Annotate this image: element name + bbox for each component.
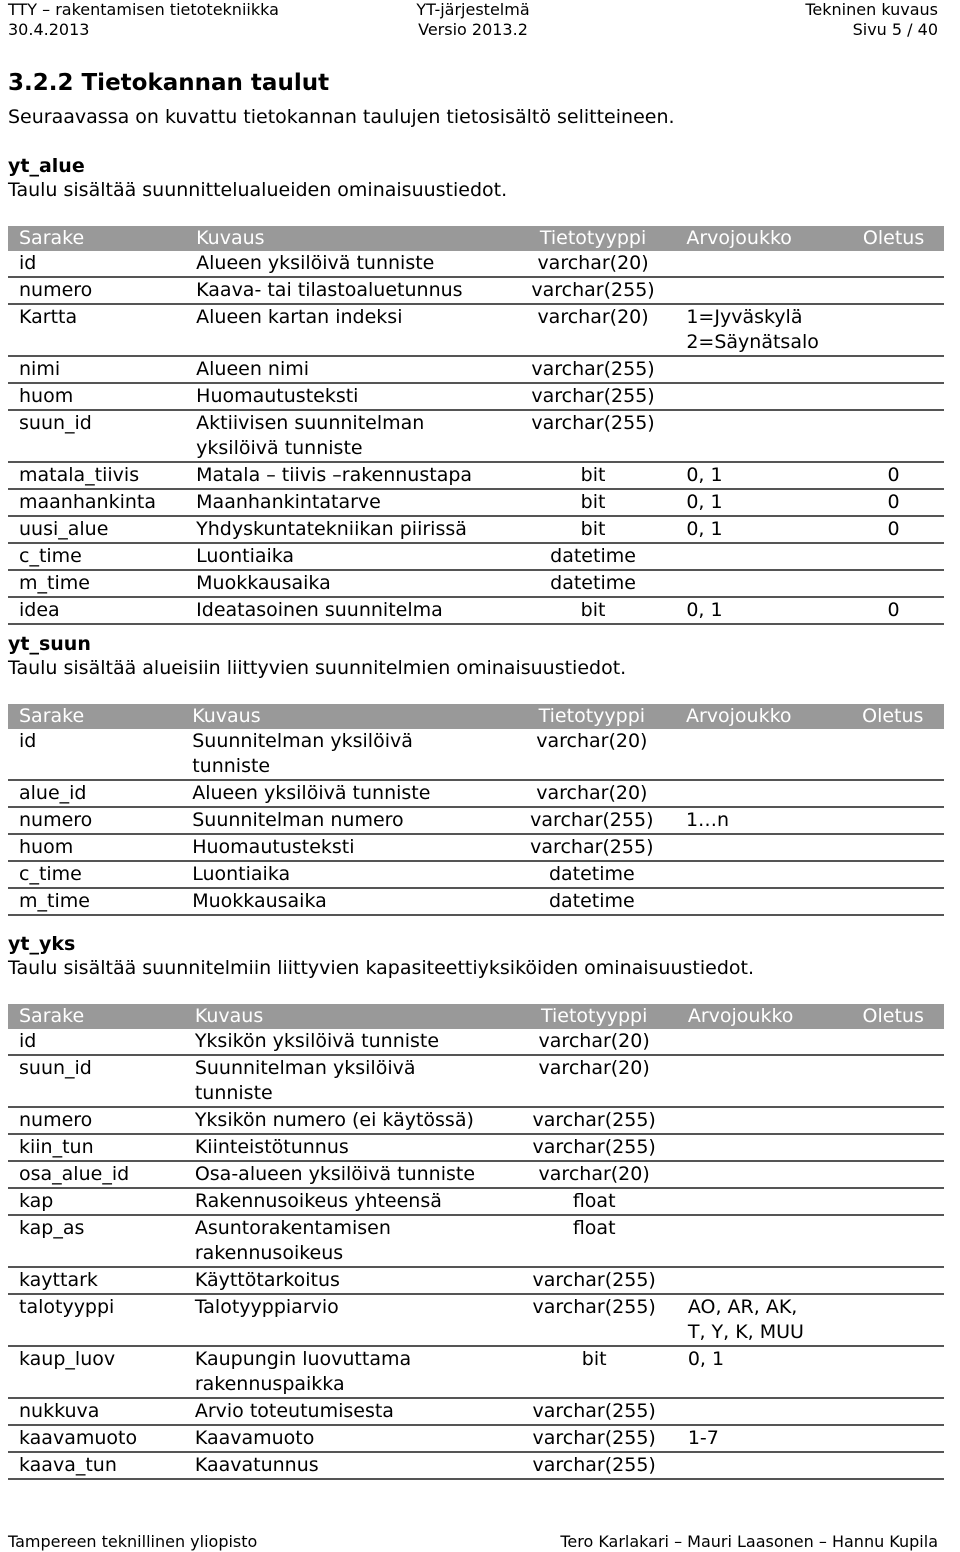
- cell-valueset: [675, 888, 842, 915]
- cell-description: Suunnitelman yksilöivä tunniste: [181, 729, 509, 780]
- cell-column: matala_tiivis: [8, 462, 185, 489]
- schema-table: [8, 1004, 944, 1480]
- cell-datatype: bit: [512, 1346, 677, 1398]
- cell-description: Kaupungin luovuttama rakennuspaikka: [184, 1346, 512, 1398]
- table-row: [8, 543, 944, 570]
- cell-column: kap_as: [8, 1215, 184, 1267]
- cell-column: nukkuva: [8, 1398, 184, 1425]
- cell-valueset: [675, 861, 842, 888]
- cell-valueset: [675, 834, 842, 861]
- cell-default: [843, 383, 944, 410]
- cell-valueset: [677, 1452, 843, 1479]
- cell-default: [843, 304, 944, 356]
- table-row: [8, 383, 944, 410]
- cell-datatype: bit: [511, 462, 676, 489]
- header-system-name: YT-järjestelmä: [416, 0, 530, 19]
- table-row: [8, 277, 944, 304]
- cell-default: [843, 543, 944, 570]
- table-row: [8, 888, 944, 915]
- cell-description: Arvio toteutumisesta: [184, 1398, 512, 1425]
- cell-column: uusi_alue: [8, 516, 185, 543]
- cell-valueset: [677, 1029, 843, 1055]
- cell-description: Asuntorakentamisen rakennusoikeus: [184, 1215, 512, 1267]
- column-header-kuvaus: Kuvaus: [184, 1004, 512, 1029]
- cell-valueset: [675, 383, 843, 410]
- table-name: yt_suun: [8, 633, 91, 655]
- cell-datatype: float: [512, 1188, 677, 1215]
- cell-datatype: varchar(20): [511, 251, 676, 277]
- cell-description: Yhdyskuntatekniikan piirissä: [185, 516, 511, 543]
- cell-description: Suunnitelman yksilöivä tunniste: [184, 1055, 512, 1107]
- cell-default: 0: [843, 516, 944, 543]
- cell-valueset: 0, 1: [675, 597, 843, 624]
- cell-valueset: [675, 570, 843, 597]
- table-row: [8, 1161, 944, 1188]
- cell-default: [842, 807, 944, 834]
- cell-description: Luontiaika: [185, 543, 511, 570]
- cell-column: kaava_tun: [8, 1452, 184, 1479]
- cell-description: Luontiaika: [181, 861, 509, 888]
- cell-column: id: [8, 1029, 184, 1055]
- cell-column: Kartta: [8, 304, 185, 356]
- cell-description: Käyttötarkoitus: [184, 1267, 512, 1294]
- cell-default: [842, 1346, 944, 1398]
- table-row: [8, 462, 944, 489]
- cell-default: 0: [843, 462, 944, 489]
- cell-valueset: [675, 410, 843, 462]
- cell-default: [842, 780, 944, 807]
- column-header-tietotyyppi: Tietotyyppi: [512, 1004, 677, 1029]
- cell-default: [842, 888, 944, 915]
- cell-column: kaavamuoto: [8, 1425, 184, 1452]
- cell-valueset: 0, 1: [675, 516, 843, 543]
- cell-valueset: 0, 1: [677, 1346, 843, 1398]
- cell-column: c_time: [8, 543, 185, 570]
- cell-column: alue_id: [8, 780, 181, 807]
- cell-datatype: datetime: [511, 570, 676, 597]
- cell-datatype: varchar(255): [512, 1398, 677, 1425]
- table-row: [8, 570, 944, 597]
- cell-column: maanhankinta: [8, 489, 185, 516]
- cell-valueset: 1-7: [677, 1425, 843, 1452]
- cell-datatype: varchar(255): [509, 807, 675, 834]
- cell-datatype: datetime: [511, 543, 676, 570]
- cell-column: m_time: [8, 570, 185, 597]
- table-row: [8, 597, 944, 624]
- table-row: [8, 410, 944, 462]
- cell-column: numero: [8, 277, 185, 304]
- header-version: Versio 2013.2: [418, 20, 528, 39]
- schema-table: [8, 704, 944, 916]
- table-row: [8, 1452, 944, 1479]
- column-header-sarake: Sarake: [8, 226, 185, 251]
- table-block-yt-alue: [8, 154, 944, 625]
- cell-column: id: [8, 251, 185, 277]
- table-row: [8, 729, 944, 780]
- cell-datatype: varchar(20): [509, 780, 675, 807]
- table-name: yt_yks: [8, 933, 76, 955]
- cell-datatype: varchar(255): [512, 1107, 677, 1134]
- cell-datatype: varchar(20): [512, 1029, 677, 1055]
- table-row: [8, 304, 944, 356]
- cell-datatype: varchar(255): [511, 383, 676, 410]
- cell-description: Muokkausaika: [181, 888, 509, 915]
- table-row: [8, 516, 944, 543]
- column-header-arvojoukko: Arvojoukko: [675, 704, 842, 729]
- table-block-yt-yks: [8, 932, 944, 1480]
- cell-description: Muokkausaika: [185, 570, 511, 597]
- cell-column: huom: [8, 383, 185, 410]
- cell-default: [842, 1398, 944, 1425]
- page-footer: [8, 1532, 938, 1552]
- cell-datatype: datetime: [509, 861, 675, 888]
- cell-datatype: varchar(20): [512, 1161, 677, 1188]
- table-row: [8, 1425, 944, 1452]
- cell-default: [842, 1294, 944, 1346]
- table-row: [8, 251, 944, 277]
- cell-datatype: float: [512, 1215, 677, 1267]
- cell-datatype: varchar(255): [512, 1452, 677, 1479]
- cell-default: [843, 277, 944, 304]
- cell-description: Yksikön numero (ei käytössä): [184, 1107, 512, 1134]
- cell-column: suun_id: [8, 410, 185, 462]
- cell-column: nimi: [8, 356, 185, 383]
- column-header-arvojoukko: Arvojoukko: [677, 1004, 843, 1029]
- table-row: [8, 1267, 944, 1294]
- table-row: [8, 1188, 944, 1215]
- table-row: [8, 1398, 944, 1425]
- cell-default: [843, 570, 944, 597]
- section-intro: Seuraavassa on kuvattu tietokannan taulujen tietosisältö selitteineen.: [8, 106, 675, 128]
- column-header-arvojoukko: Arvojoukko: [675, 226, 843, 251]
- header-doc-type: Tekninen kuvaus: [805, 0, 938, 19]
- cell-default: [842, 729, 944, 780]
- cell-column: kaup_luov: [8, 1346, 184, 1398]
- cell-description: Talotyyppiarvio: [184, 1294, 512, 1346]
- cell-valueset: [675, 356, 843, 383]
- cell-datatype: varchar(20): [512, 1055, 677, 1107]
- cell-column: numero: [8, 807, 181, 834]
- header-page-number: Sivu 5 / 40: [852, 20, 938, 39]
- table-row: [8, 780, 944, 807]
- cell-description: Suunnitelman numero: [181, 807, 509, 834]
- cell-default: [842, 1425, 944, 1452]
- cell-default: [842, 1134, 944, 1161]
- cell-description: Alueen yksilöivä tunniste: [181, 780, 509, 807]
- table-row: [8, 356, 944, 383]
- cell-valueset: [677, 1107, 843, 1134]
- cell-datatype: varchar(255): [512, 1294, 677, 1346]
- cell-datatype: varchar(255): [512, 1267, 677, 1294]
- cell-valueset: [677, 1161, 843, 1188]
- cell-default: [842, 1452, 944, 1479]
- cell-valueset: [675, 251, 843, 277]
- cell-valueset: [677, 1055, 843, 1107]
- cell-valueset: AO, AR, AK, T, Y, K, MUU: [677, 1294, 843, 1346]
- cell-description: Aktiivisen suunnitelman yksilöivä tunniste: [185, 410, 511, 462]
- cell-valueset: [677, 1188, 843, 1215]
- cell-default: [842, 1055, 944, 1107]
- table-header-row: [8, 1004, 944, 1029]
- table-row: [8, 1107, 944, 1134]
- cell-datatype: varchar(255): [509, 834, 675, 861]
- header-course: TTY – rakentamisen tietotekniikka: [8, 0, 279, 19]
- cell-default: [842, 1107, 944, 1134]
- cell-column: osa_alue_id: [8, 1161, 184, 1188]
- column-header-oletus: Oletus: [842, 704, 944, 729]
- cell-column: huom: [8, 834, 181, 861]
- table-description: Taulu sisältää alueisiin liittyvien suunnitelmien ominaisuustiedot.: [8, 657, 627, 679]
- cell-valueset: 0, 1: [675, 489, 843, 516]
- cell-description: Alueen yksilöivä tunniste: [185, 251, 511, 277]
- cell-default: [843, 251, 944, 277]
- table-row: [8, 1134, 944, 1161]
- cell-description: Maanhankintatarve: [185, 489, 511, 516]
- cell-valueset: [675, 277, 843, 304]
- cell-column: talotyyppi: [8, 1294, 184, 1346]
- cell-description: Osa-alueen yksilöivä tunniste: [184, 1161, 512, 1188]
- cell-datatype: varchar(255): [511, 356, 676, 383]
- cell-column: numero: [8, 1107, 184, 1134]
- cell-default: [843, 356, 944, 383]
- cell-valueset: [675, 729, 842, 780]
- cell-description: Alueen kartan indeksi: [185, 304, 511, 356]
- table-description: Taulu sisältää suunnitelmiin liittyvien kapasiteettiyksiköiden ominaisuustiedot.: [8, 957, 755, 979]
- table-description: Taulu sisältää suunnittelualueiden ominaisuustiedot.: [8, 179, 508, 201]
- column-header-tietotyyppi: Tietotyyppi: [509, 704, 675, 729]
- cell-default: 0: [843, 489, 944, 516]
- cell-valueset: [675, 780, 842, 807]
- cell-default: [842, 1188, 944, 1215]
- cell-datatype: bit: [511, 516, 676, 543]
- cell-column: kayttark: [8, 1267, 184, 1294]
- table-row: [8, 1055, 944, 1107]
- table-header-row: [8, 226, 944, 251]
- table-row: [8, 861, 944, 888]
- cell-column: idea: [8, 597, 185, 624]
- cell-description: Ideatasoinen suunnitelma: [185, 597, 511, 624]
- cell-column: kiin_tun: [8, 1134, 184, 1161]
- column-header-kuvaus: Kuvaus: [181, 704, 509, 729]
- table-block-yt-suun: [8, 632, 944, 916]
- cell-datatype: varchar(20): [509, 729, 675, 780]
- table-row: [8, 1346, 944, 1398]
- cell-column: c_time: [8, 861, 181, 888]
- table-row: [8, 1029, 944, 1055]
- table-row: [8, 834, 944, 861]
- table-row: [8, 1215, 944, 1267]
- table-header-row: [8, 704, 944, 729]
- cell-description: Yksikön yksilöivä tunniste: [184, 1029, 512, 1055]
- cell-description: Kaavamuoto: [184, 1425, 512, 1452]
- cell-default: [842, 1029, 944, 1055]
- cell-valueset: 0, 1: [675, 462, 843, 489]
- cell-datatype: bit: [511, 597, 676, 624]
- column-header-oletus: Oletus: [842, 1004, 944, 1029]
- cell-default: [842, 1267, 944, 1294]
- cell-datatype: varchar(255): [511, 277, 676, 304]
- column-header-tietotyyppi: Tietotyyppi: [511, 226, 676, 251]
- cell-datatype: varchar(255): [511, 410, 676, 462]
- table-row: [8, 807, 944, 834]
- cell-datatype: varchar(255): [512, 1425, 677, 1452]
- cell-default: 0: [843, 597, 944, 624]
- section-title: 3.2.2 Tietokannan taulut: [8, 70, 330, 96]
- cell-default: [842, 861, 944, 888]
- cell-column: m_time: [8, 888, 181, 915]
- cell-valueset: [675, 543, 843, 570]
- table-name: yt_alue: [8, 155, 85, 177]
- cell-default: [842, 1161, 944, 1188]
- cell-default: [842, 834, 944, 861]
- column-header-kuvaus: Kuvaus: [185, 226, 511, 251]
- page-header: [8, 0, 938, 40]
- cell-description: Huomautusteksti: [181, 834, 509, 861]
- table-row: [8, 489, 944, 516]
- cell-description: Matala – tiivis –rakennustapa: [185, 462, 511, 489]
- table-row: [8, 1294, 944, 1346]
- cell-description: Alueen nimi: [185, 356, 511, 383]
- cell-default: [843, 410, 944, 462]
- column-header-oletus: Oletus: [843, 226, 944, 251]
- cell-description: Kaavatunnus: [184, 1452, 512, 1479]
- header-row-top: [8, 0, 938, 20]
- column-header-sarake: Sarake: [8, 704, 181, 729]
- header-date: 30.4.2013: [8, 20, 90, 39]
- cell-datatype: varchar(255): [512, 1134, 677, 1161]
- cell-default: [842, 1215, 944, 1267]
- cell-column: id: [8, 729, 181, 780]
- column-header-sarake: Sarake: [8, 1004, 184, 1029]
- cell-valueset: [677, 1134, 843, 1161]
- cell-datatype: varchar(20): [511, 304, 676, 356]
- cell-column: suun_id: [8, 1055, 184, 1107]
- footer-university: Tampereen teknillinen yliopisto: [8, 1532, 258, 1551]
- cell-description: Huomautusteksti: [185, 383, 511, 410]
- header-row-bottom: [8, 20, 938, 40]
- cell-description: Kaava- tai tilastoaluetunnus: [185, 277, 511, 304]
- cell-datatype: datetime: [509, 888, 675, 915]
- cell-description: Rakennusoikeus yhteensä: [184, 1188, 512, 1215]
- schema-table: [8, 226, 944, 625]
- cell-valueset: 1=Jyväskylä 2=Säynätsalo: [675, 304, 843, 356]
- cell-valueset: [677, 1267, 843, 1294]
- footer-authors: Tero Karlakari – Mauri Laasonen – Hannu Kupila: [560, 1532, 938, 1551]
- cell-valueset: [677, 1398, 843, 1425]
- cell-datatype: bit: [511, 489, 676, 516]
- cell-column: kap: [8, 1188, 184, 1215]
- cell-description: Kiinteistötunnus: [184, 1134, 512, 1161]
- cell-valueset: [677, 1215, 843, 1267]
- cell-valueset: 1…n: [675, 807, 842, 834]
